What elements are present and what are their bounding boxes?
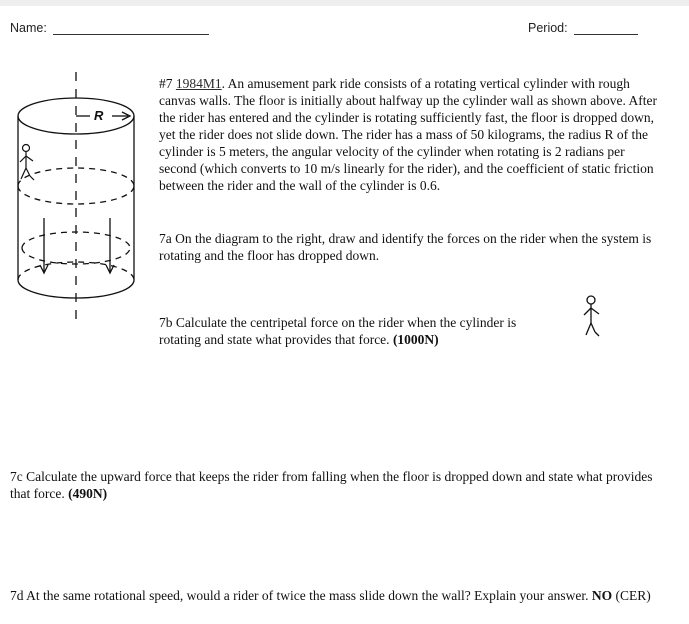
question-7d-note: (CER): [615, 588, 651, 603]
name-blank[interactable]: [53, 20, 209, 35]
name-label: Name:: [10, 21, 47, 35]
question-7b: [159, 314, 559, 348]
period-field[interactable]: [528, 20, 638, 35]
question-7c-text: 7c Calculate the upward force that keeps the rider from falling when the floor is dropped down and state what provides that force.: [10, 469, 653, 501]
source-link[interactable]: 1984M1: [175, 76, 222, 91]
question-7c-answer: (490N): [68, 486, 108, 501]
name-field[interactable]: [10, 20, 209, 35]
question-7b-text: 7b Calculate the centripetal force on the rider when the cylinder is rotating and state what provides that force.: [159, 315, 517, 347]
period-blank[interactable]: [574, 20, 638, 35]
problem-intro: . An amusement park ride consists of a rotating vertical cylinder with rough canvas walls. The floor is initially about halfway up the cylinder wall as shown above. After the rider has entered and the cylinder is rotating sufficiently fast, the floor is dropped down, yet the rider does not slide down. The rider has a mass of 50 kilograms, the radius R of the cylinder is 5 meters, the angular velocity of the cylinder when rotating is 2 radians per second (which converts to 10 m/s linearly for the rider), and the coefficient of static friction between the rider and the wall of the cylinder is 0.6.: [159, 76, 657, 193]
rider-figure-in-cylinder: [20, 145, 34, 181]
rider-figure-diagram: [577, 294, 607, 344]
top-divider: [0, 0, 689, 6]
problem-number: #7: [159, 76, 173, 91]
question-7b-answer: (1000N): [392, 332, 439, 347]
problem-statement: [159, 75, 659, 194]
period-label: Period:: [528, 21, 568, 35]
cylinder-diagram: [10, 68, 150, 328]
question-7d: [10, 587, 675, 604]
radius-label: R: [94, 108, 104, 123]
question-7c: [10, 468, 670, 502]
question-7d-answer: NO: [591, 588, 613, 603]
question-7a: 7a On the diagram to the right, draw and identify the forces on the rider when the system is rotating and the floor has dropped down.: [159, 231, 652, 263]
question-7d-text: 7d At the same rotational speed, would a rider of twice the mass slide down the wall? Explain your answer.: [10, 588, 589, 603]
